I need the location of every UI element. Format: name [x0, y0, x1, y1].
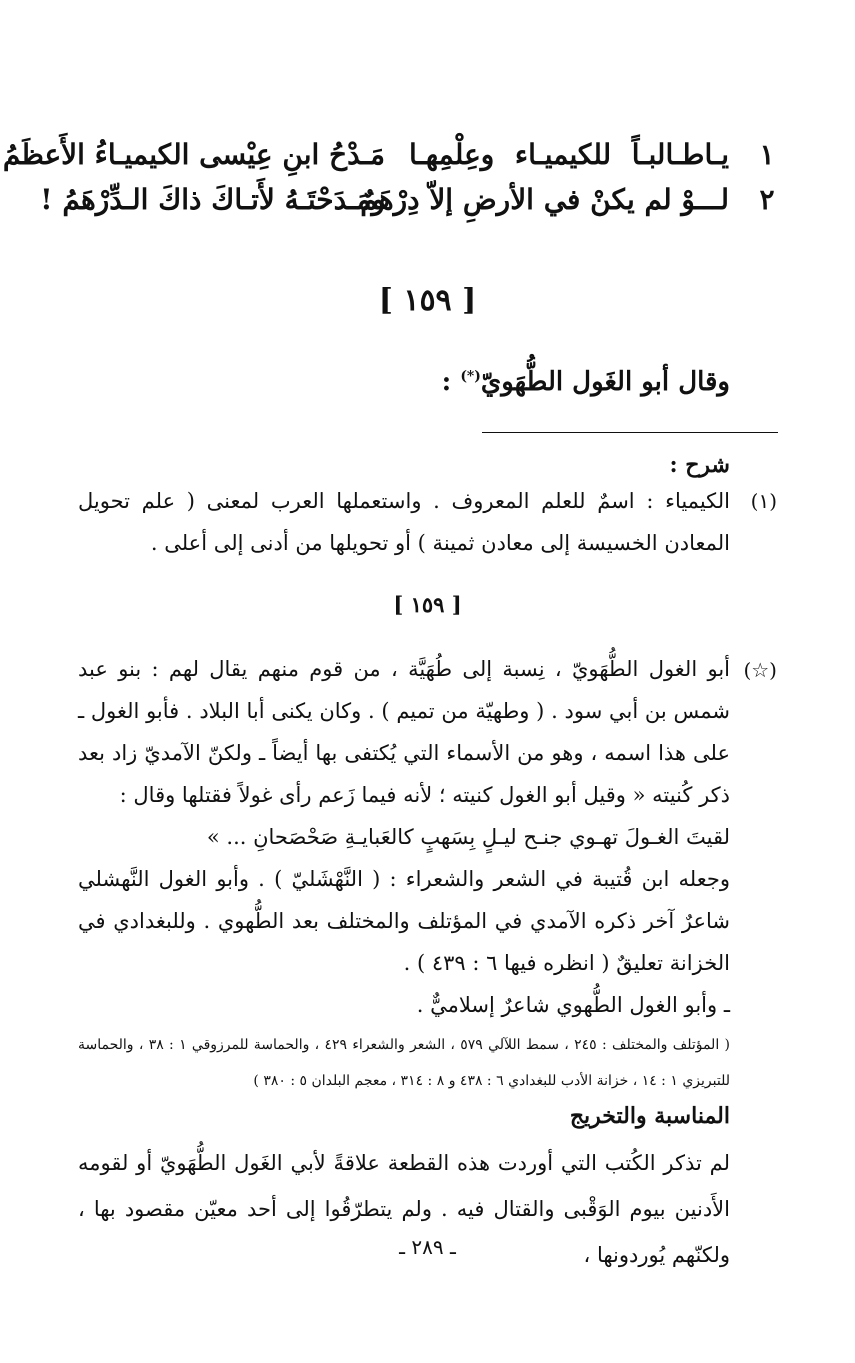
- footnote-marker: (*): [460, 368, 481, 385]
- verse-number: ٢: [759, 183, 775, 216]
- footnote-text: الكيمياء : اسمٌ للعلم المعروف . واستعملها العرب لمعنى ( علم تحويل المعادن الخسيسة إلى معادن ثمينة ) أو تحويلها من أدنى إلى أعلى .: [78, 489, 730, 555]
- verse-second-hemistich: ومَـدَحْتَـهُ لأَتـاكَ ذاكَ الـدِّرْهَمُ !: [40, 183, 385, 216]
- verse-number: ١: [759, 138, 775, 171]
- section-number: [ ١٥٩ ]: [393, 592, 462, 617]
- section-title: المناسبة والتخريج: [569, 1103, 730, 1129]
- verse-1: [2, 135, 777, 175]
- poem-number: [ ١٥٩ ]: [378, 283, 477, 318]
- quoted-verse: لقيتَ الغـولَ تهـوي جنـح ليـلٍ بِسَهبٍ كالعَبايـةِ صَحْصَحانِ ... »: [206, 825, 730, 849]
- verse-2: [40, 180, 777, 220]
- footnote-star-number: (☆): [743, 658, 777, 682]
- heading-text: وقال أبو الغَول الطُّهَويّ: [480, 367, 730, 397]
- poem-heading: [442, 367, 730, 397]
- footnote-divider: [482, 432, 778, 433]
- section-text: لم تذكر الكُتب التي أوردت هذه القطعة علاقةً لأبي الغَول الطُّهَويّ أو لقومه الأَدنين بيوم الوَقْبى والقتال فيه . ولم يتطرّقُوا إلى أحد معيّن مقصود بها ، ولكنّهم يُوردونها ،: [78, 1151, 730, 1267]
- biography-continued: وجعله ابن قُتيبة في الشعر والشعراء : ( النَّهْشَليّ ) . وأبو الغول النَّهشلي شاعرٌ آخر ذكره الآمدي في المؤتلف والمختلف بعد الطُّهوي . وللبغدادي في الخزانة تعليقٌ ( انظره فيها ٦ : ٤٣٩ ) .: [78, 867, 730, 975]
- notes-label: شرح :: [669, 452, 730, 478]
- biography-final-line: ـ وأبو الغول الطُّهوي شاعرٌ إسلاميٌّ .: [416, 993, 730, 1017]
- verse-second-hemistich: مَـدْحُ ابنِ عِيْسى الكيميـاءُ الأَعظَمُ: [2, 138, 385, 171]
- biography-text: أبو الغول الطُّهَويّ ، نِسبة إلى طُهَيَّة ، من قوم منهم يقال لهم : بنو عبد شمس بن أبي سود . ( وطهيّة من تميم ) . وكان يكنى أبا البلاد . فأبو الغول ـ على هذا اسمه ، وهو من الأسماء التي يُكتفى بها أيضاً ـ ولكنّ الآمديّ زاد بعد ذكر كُنيته « وقيل أبو الغول كنيته ؛ لأنه فيما زَعم رأى غولاً فقتلها وقال :: [78, 657, 730, 807]
- heading-colon: :: [441, 367, 461, 397]
- page-number: ـ ٢٨٩ ـ: [399, 1235, 456, 1259]
- sources-list: ( المؤتلف والمختلف : ٢٤٥ ، سمط اللآلي ٥٧٩ ، الشعر والشعراء ٤٢٩ ، والحماسة للمرزوقي ١ : ٣٨ ، والحماسة للتبريزي ١ : ١٤ ، خزانة الأدب للبغدادي ٦ : ٤٣٨ و ٨ : ٣١٤ ، معجم البلدان ٥ : ٣٨٠ ): [78, 1037, 730, 1089]
- footnote-number: (١): [750, 489, 777, 513]
- verse-first-hemistich: يـاطـالبـاً للكيميـاء وعِلْمِهـا: [409, 138, 729, 171]
- verse-first-hemistich: لـــوْ لم يكنْ في الأرضِ إلاّ دِرْهَمٌ: [360, 183, 729, 216]
